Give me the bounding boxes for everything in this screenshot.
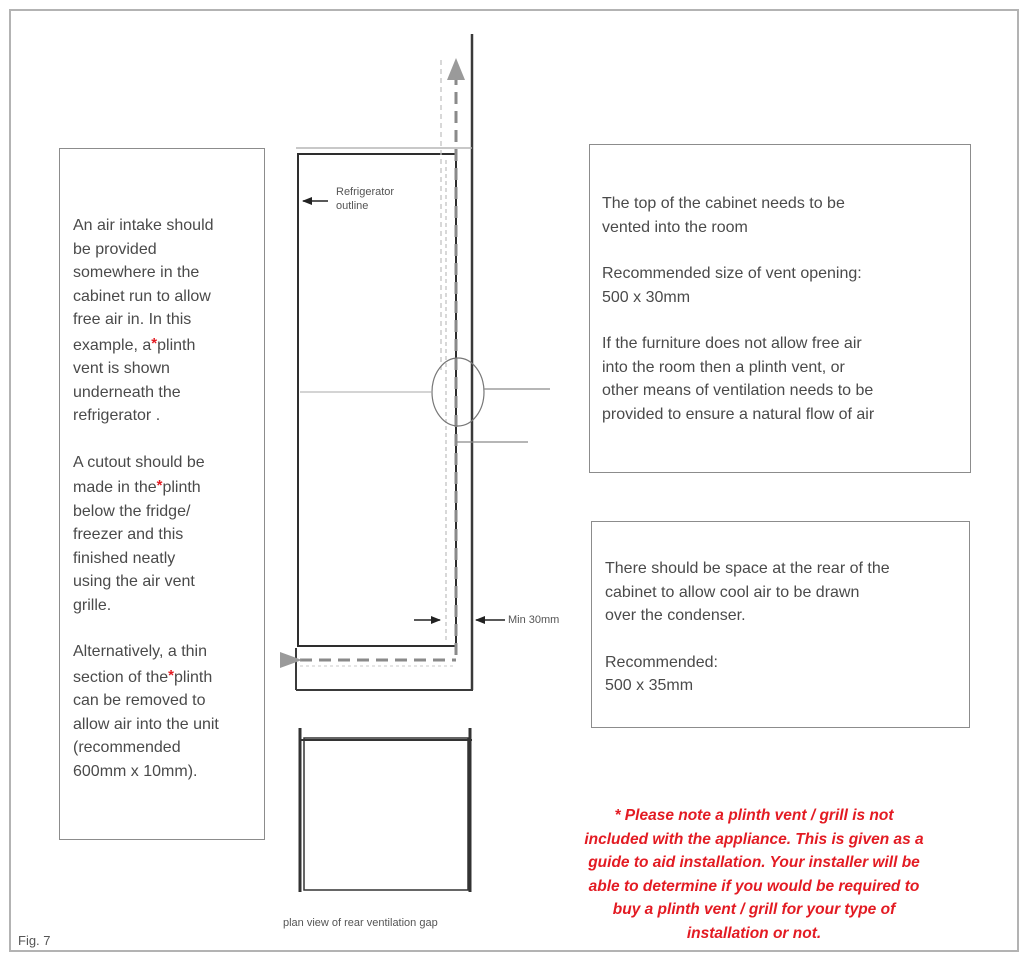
rear-para-recommended: Recommended: 500 x 35mm <box>605 653 718 694</box>
left-para-alternatively: Alternatively, a thin section of the*plinth can be removed to allow air into the unit (recommended 600mm x 10mm). <box>73 643 219 780</box>
refrigerator-label-line-2: outline <box>336 200 369 212</box>
red-asterisk: * <box>151 334 158 352</box>
red-asterisk: * <box>168 666 175 684</box>
left-info-box <box>59 148 265 840</box>
refrigerator-label-line-1: Refrigerator <box>336 186 395 198</box>
note-line-3: guide to aid installation. Your installer will be <box>588 854 920 871</box>
left-para-air-intake: An air intake should be provided somewhere in the cabinet run to allow free air in. In this example, a*plinth vent is shown underneath the refrigerator . <box>73 217 214 424</box>
left-para-cutout: A cutout should be made in the*plinth below the fridge/ freezer and this finished neatly using the air vent grille. <box>73 453 205 614</box>
plinth-vent-note <box>528 804 980 945</box>
refrigerator-outline-label <box>336 185 394 213</box>
note-line-6: installation or not. <box>686 924 822 942</box>
min-gap-label: Min 30mm <box>508 614 560 626</box>
top-vent-info-box <box>589 144 971 473</box>
figure-number: Fig. 7 <box>18 933 51 948</box>
top-para-vented: The top of the cabinet needs to be vented into the room <box>602 195 845 236</box>
red-asterisk: * <box>156 477 163 494</box>
plan-view-box <box>304 738 468 890</box>
rear-space-info-box <box>591 521 970 728</box>
plan-view-caption: plan view of rear ventilation gap <box>283 917 438 929</box>
airflow-up-arrow <box>447 58 465 80</box>
top-para-plinth-vent: If the furniture does not allow free air into the room then a plinth vent, or other means of ventilation needs to be provided to ensure a natural flow of air <box>602 335 875 423</box>
note-line-1: * Please note a plinth vent / grill is not <box>614 807 894 824</box>
callout-circle <box>432 358 484 426</box>
note-line-5: buy a plinth vent / grill for your type of <box>612 901 896 918</box>
note-line-2: included with the appliance. This is given as a <box>584 830 924 848</box>
rear-para-space: There should be space at the rear of the cabinet to allow cool air to be drawn over the condenser. <box>605 560 890 624</box>
top-para-recommended-size: Recommended size of vent opening: 500 x 30mm <box>602 265 862 306</box>
note-line-4: able to determine if you would be required to <box>588 877 920 895</box>
airflow-bottom-arrow <box>280 652 302 668</box>
